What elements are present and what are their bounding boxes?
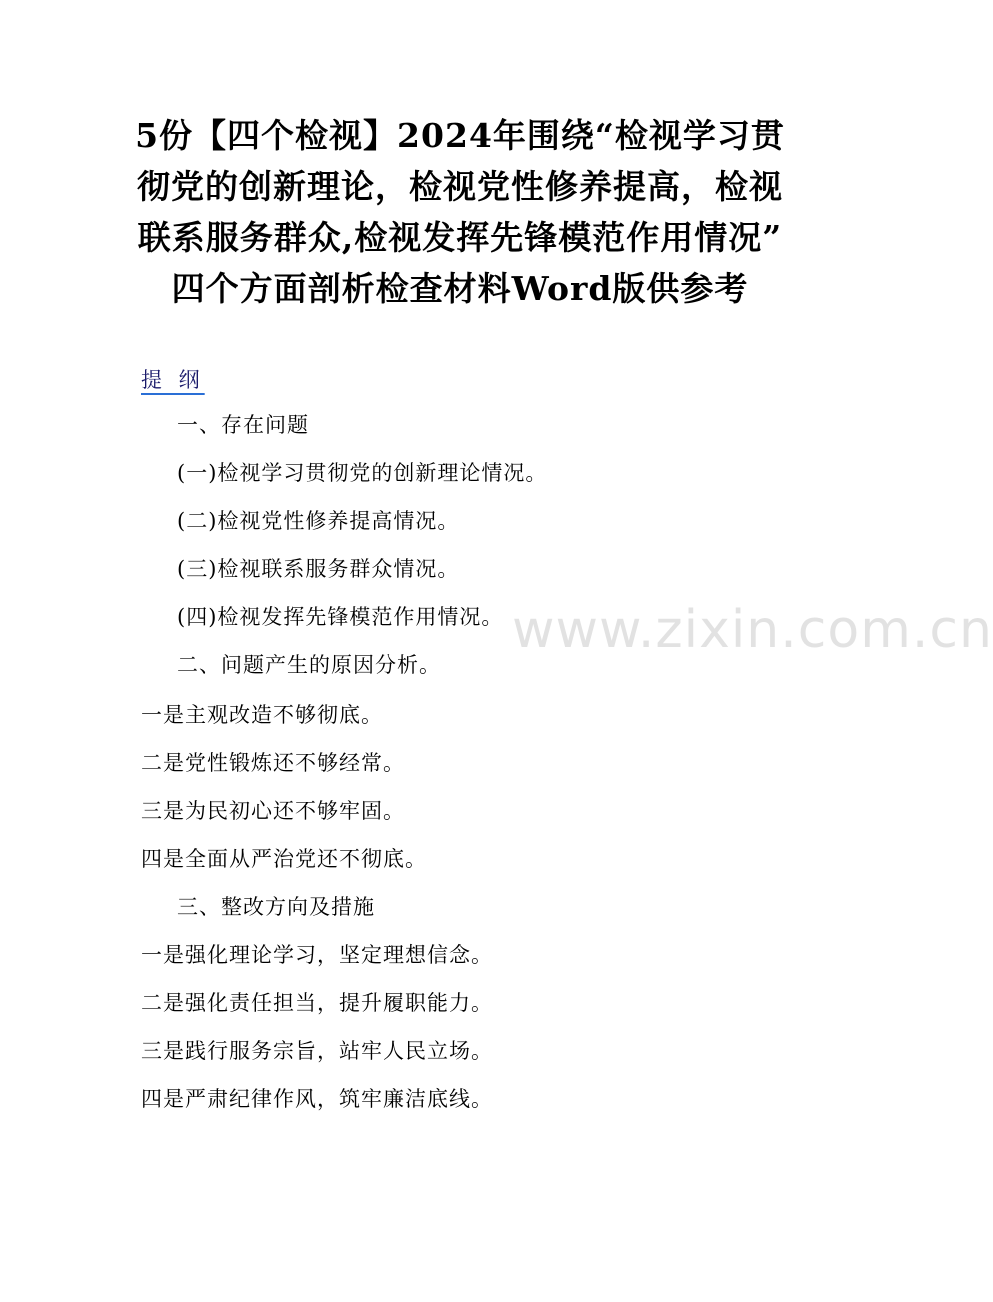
list-item: (二)检视党性修养提高情况。 — [177, 509, 460, 533]
section-heading-measures: 三、整改方向及措施 — [177, 895, 375, 919]
list-item: (三)检视联系服务群众情况。 — [177, 557, 460, 581]
title-line-4: 四个方面剖析检查材料Word版供参考 — [171, 269, 749, 308]
list-item: 一是强化理论学习，坚定理想信念。 — [141, 943, 493, 967]
list-item: 四是严肃纪律作风，筑牢廉洁底线。 — [141, 1087, 493, 1111]
list-item: 三是践行服务宗旨，站牢人民立场。 — [141, 1039, 493, 1063]
list-item: 三是为民初心还不够牢固。 — [141, 799, 405, 823]
title-line-1: 5份【四个检视】2024年围绕“检视学习贯 — [135, 116, 785, 155]
title-line-3: 联系服务群众,检视发挥先锋模范作用情况” — [137, 218, 783, 257]
list-item: 二是党性锻炼还不够经常。 — [141, 751, 405, 775]
section-heading-problems: 一、存在问题 — [177, 413, 309, 437]
list-item: (一)检视学习贯彻党的创新理论情况。 — [177, 461, 548, 485]
outline-link[interactable]: 提 纲 — [141, 368, 205, 392]
list-item: (四)检视发挥先锋模范作用情况。 — [177, 605, 504, 629]
list-item: 四是全面从严治党还不彻底。 — [141, 847, 427, 871]
title-line-2: 彻党的创新理论，检视党性修养提高，检视 — [137, 167, 783, 206]
document-title — [100, 110, 820, 314]
section-heading-causes: 二、问题产生的原因分析。 — [177, 653, 441, 677]
watermark: www.zixin.com.cn — [512, 600, 993, 660]
list-item: 一是主观改造不够彻底。 — [141, 703, 383, 727]
list-item: 二是强化责任担当，提升履职能力。 — [141, 991, 493, 1015]
